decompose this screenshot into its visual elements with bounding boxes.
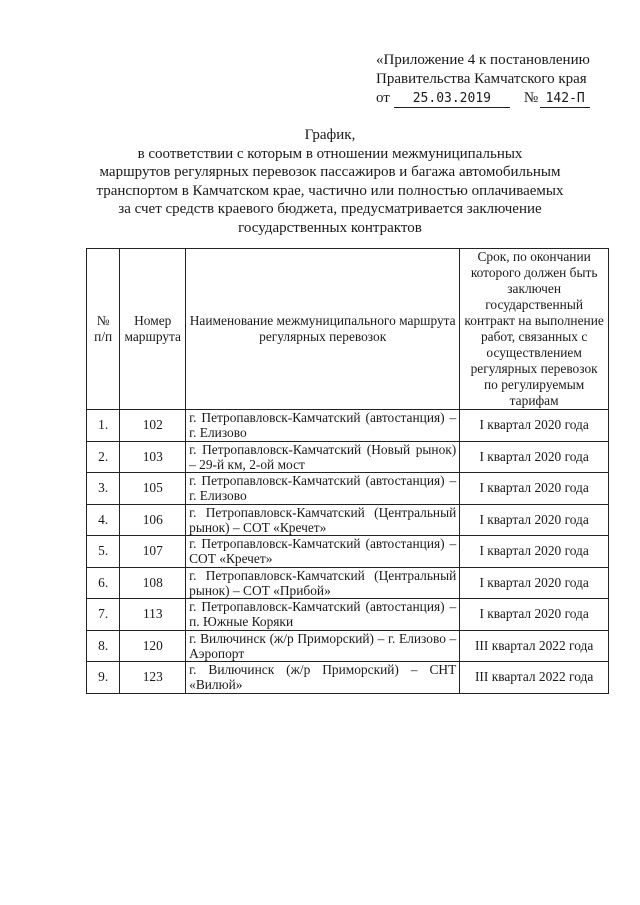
route-name: г. Вилючинск (ж/р Приморский) – г. Елизово – Аэропорт	[186, 630, 460, 662]
header-number: № п/п	[87, 249, 120, 410]
row-number: 3.	[87, 473, 120, 505]
route-number: 107	[120, 536, 186, 568]
table-row	[87, 662, 609, 694]
row-number: 1.	[87, 410, 120, 442]
document-title	[60, 126, 600, 237]
row-number: 5.	[87, 536, 120, 568]
header-deadline: Срок, по окончании которого должен быть заключен государственный контракт на выполнение работ, связанных с осуществлением регулярных перевозок по регулируемым тарифам	[460, 249, 609, 410]
route-number: 120	[120, 630, 186, 662]
government-line: Правительства Камчатского края	[376, 71, 587, 87]
document-header	[376, 51, 626, 108]
route-name: г. Петропавловск-Камчатский (автостанция) – г. Елизово	[186, 410, 460, 442]
title-line: маршрутов регулярных перевозок пассажиров и багажа автомобильным	[99, 164, 561, 180]
route-deadline: I квартал 2020 года	[460, 599, 609, 631]
table-row	[87, 599, 609, 631]
route-deadline: I квартал 2020 года	[460, 504, 609, 536]
route-name: г. Петропавловск-Камчатский (Центральный рынок) – СОТ «Прибой»	[186, 567, 460, 599]
table-row	[87, 473, 609, 505]
route-deadline: I квартал 2020 года	[460, 410, 609, 442]
route-name: г. Петропавловск-Камчатский (Центральный рынок) – СОТ «Кречет»	[186, 504, 460, 536]
row-number: 8.	[87, 630, 120, 662]
route-deadline: I квартал 2020 года	[460, 473, 609, 505]
route-name: г. Вилючинск (ж/р Приморский) – СНТ «Вилюй»	[186, 662, 460, 694]
number-label: №	[523, 90, 539, 106]
route-number: 102	[120, 410, 186, 442]
header-route-number: Номер маршрута	[120, 249, 186, 410]
row-number: 6.	[87, 567, 120, 599]
table-row	[87, 441, 609, 473]
row-number: 7.	[87, 599, 120, 631]
route-number: 105	[120, 473, 186, 505]
table-row	[87, 410, 609, 442]
routes-table	[86, 248, 609, 694]
route-deadline: III квартал 2022 года	[460, 630, 609, 662]
table-row	[87, 567, 609, 599]
route-deadline: III квартал 2022 года	[460, 662, 609, 694]
table-header-row	[87, 249, 609, 410]
table-row	[87, 536, 609, 568]
row-number: 4.	[87, 504, 120, 536]
title-line: за счет средств краевого бюджета, предусматривается заключение	[118, 201, 542, 217]
title-line: в соответствии с которым в отношении межмуниципальных	[137, 145, 523, 162]
header-route-name: Наименование межмуниципального маршрута регулярных перевозок	[186, 249, 460, 410]
row-number: 9.	[87, 662, 120, 694]
route-name: г. Петропавловск-Камчатский (Новый рынок) – 29-й км, 2-ой мост	[186, 441, 460, 473]
route-deadline: I квартал 2020 года	[460, 441, 609, 473]
route-number: 106	[120, 504, 186, 536]
table-row	[87, 504, 609, 536]
route-number: 113	[120, 599, 186, 631]
title-heading: График,	[304, 127, 356, 143]
route-deadline: I квартал 2020 года	[460, 567, 609, 599]
decree-line	[376, 89, 626, 108]
decree-number: 142-П	[540, 90, 590, 108]
decree-date: 25.03.2019	[394, 90, 510, 108]
row-number: 2.	[87, 441, 120, 473]
from-label: от	[376, 90, 390, 106]
table-row	[87, 630, 609, 662]
title-line: государственных контрактов	[238, 219, 422, 236]
appendix-line: «Приложение 4 к постановлению	[376, 52, 590, 68]
route-number: 108	[120, 567, 186, 599]
route-number: 103	[120, 441, 186, 473]
route-name: г. Петропавловск-Камчатский (автостанция) – п. Южные Коряки	[186, 599, 460, 631]
route-deadline: I квартал 2020 года	[460, 536, 609, 568]
route-name: г. Петропавловск-Камчатский (автостанция) – г. Елизово	[186, 473, 460, 505]
route-name: г. Петропавловск-Камчатский (автостанция) – СОТ «Кречет»	[186, 536, 460, 568]
title-line: транспортом в Камчатском крае, частично или полностью оплачиваемых	[96, 182, 564, 199]
route-number: 123	[120, 662, 186, 694]
